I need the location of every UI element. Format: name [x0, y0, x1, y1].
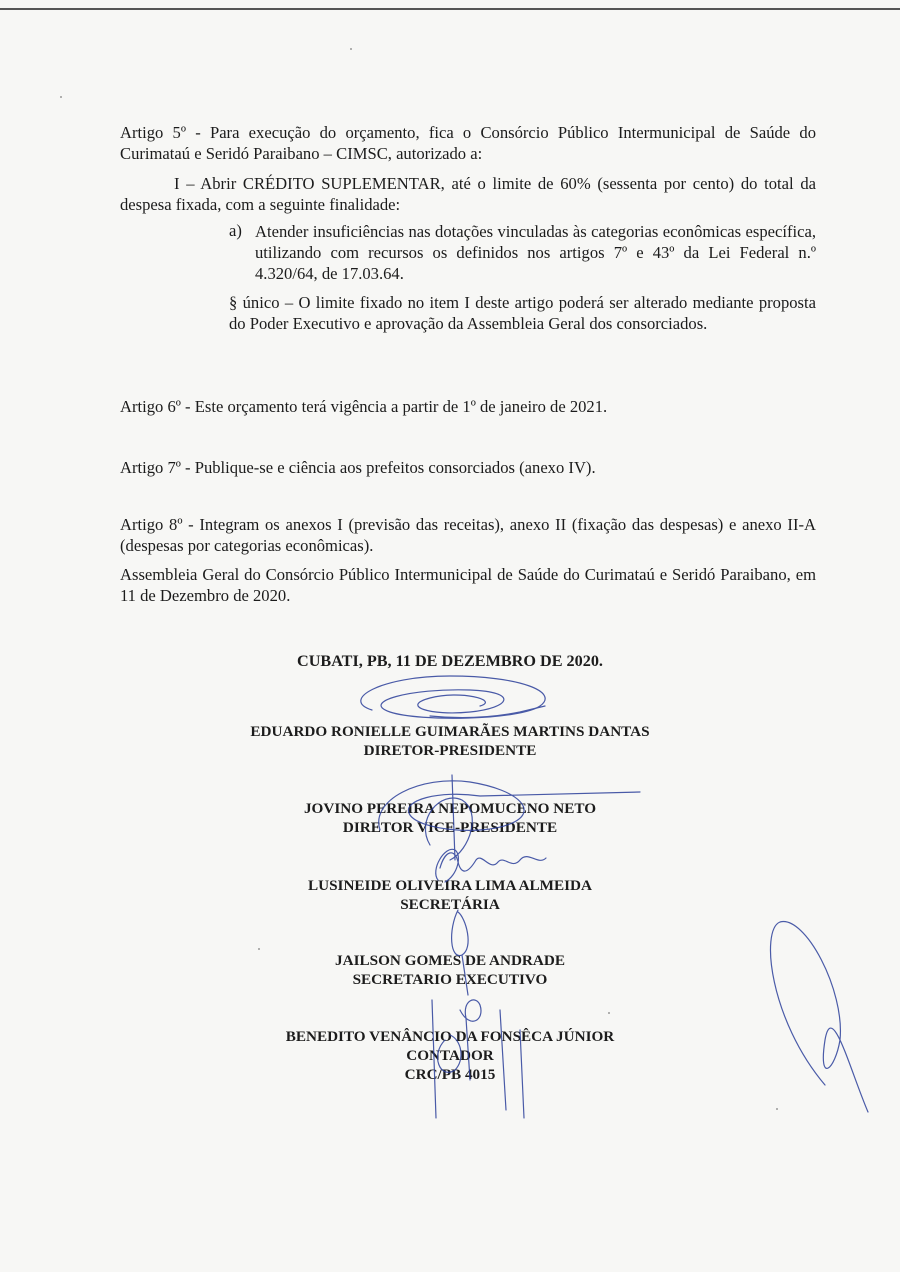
signature-3-stroke: [440, 853, 546, 871]
signatory-2-name: JOVINO PEREIRA NEPOMUCENO NETO: [303, 800, 597, 817]
art5-paragraph-unico: § único – O limite fixado no item I deste artigo poderá ser alterado mediante proposta do Poder Executivo e aprovação da Assembleia Geral dos consorciados.: [229, 293, 816, 333]
place-date: CUBATI, PB, 11 DE DEZEMBRO DE 2020.: [297, 652, 603, 670]
scan-speck: [350, 48, 352, 50]
signatory-4-name: JAILSON GOMES DE ANDRADE: [335, 952, 565, 969]
signatory-4: [0, 951, 900, 989]
closing-statement: Assembleia Geral do Consórcio Público Intermunicipal de Saúde do Curimataú e Seridó Paraibano, em 11 de Dezembro de 2020.: [120, 565, 816, 605]
signatory-4-role: SECRETARIO EXECUTIVO: [352, 971, 548, 988]
art5-item-a: Atender insuficiências nas dotações vinculadas às categorias econômicas específica, utilizando com recursos os definidos nos artigos 7º e 43º da Lei Federal n.º 4.320/64, de 17.03.64.: [255, 222, 816, 283]
art5-intro: Artigo 5º - Para execução do orçamento, fica o Consórcio Público Intermunicipal de Saúde do Curimataú e Seridó Paraibano – CIMSC, autorizado a:: [120, 123, 816, 163]
signatory-2: [0, 799, 900, 837]
signatory-5-role: CONTADOR: [406, 1047, 494, 1064]
art5-item-i: I – Abrir CRÉDITO SUPLEMENTAR, até o limite de 60% (sessenta por cento) do total da despesa fixada, com a seguinte finalidade:: [120, 174, 816, 214]
signature-1-tail: [430, 706, 545, 718]
signatory-5-registration: CRC/PB 4015: [404, 1066, 496, 1083]
signatory-3-name: LUSINEIDE OLIVEIRA LIMA ALMEIDA: [308, 877, 592, 894]
signatory-5-name: BENEDITO VENÂNCIO DA FONSÊCA JÚNIOR: [285, 1028, 615, 1045]
scan-speck: [776, 1108, 778, 1110]
signatory-2-role: DIRETOR VICE-PRESIDENTE: [342, 819, 558, 836]
scan-speck: [608, 1012, 610, 1014]
signatory-5: [0, 1027, 900, 1084]
page-top-border: [0, 8, 900, 10]
art6: Artigo 6º - Este orçamento terá vigência a partir de 1º de janeiro de 2021.: [120, 397, 608, 416]
scan-speck: [258, 948, 260, 950]
signatory-3-role: SECRETÁRIA: [400, 896, 500, 913]
item-a-label: a): [229, 221, 242, 240]
signature-1-stroke: [361, 676, 545, 718]
scan-speck: [60, 96, 62, 98]
signatory-1-name: EDUARDO RONIELLE GUIMARÃES MARTINS DANTAS: [250, 723, 650, 740]
signatory-1: [0, 722, 900, 760]
art7: Artigo 7º - Publique-se e ciência aos prefeitos consorciados (anexo IV).: [120, 458, 596, 477]
signatory-3: [0, 876, 900, 914]
signatory-1-role: DIRETOR-PRESIDENTE: [363, 742, 537, 759]
art8: Artigo 8º - Integram os anexos I (previsão das receitas), anexo II (fixação das despesas) e anexo II-A (despesas por categorias econômicas).: [120, 515, 816, 555]
